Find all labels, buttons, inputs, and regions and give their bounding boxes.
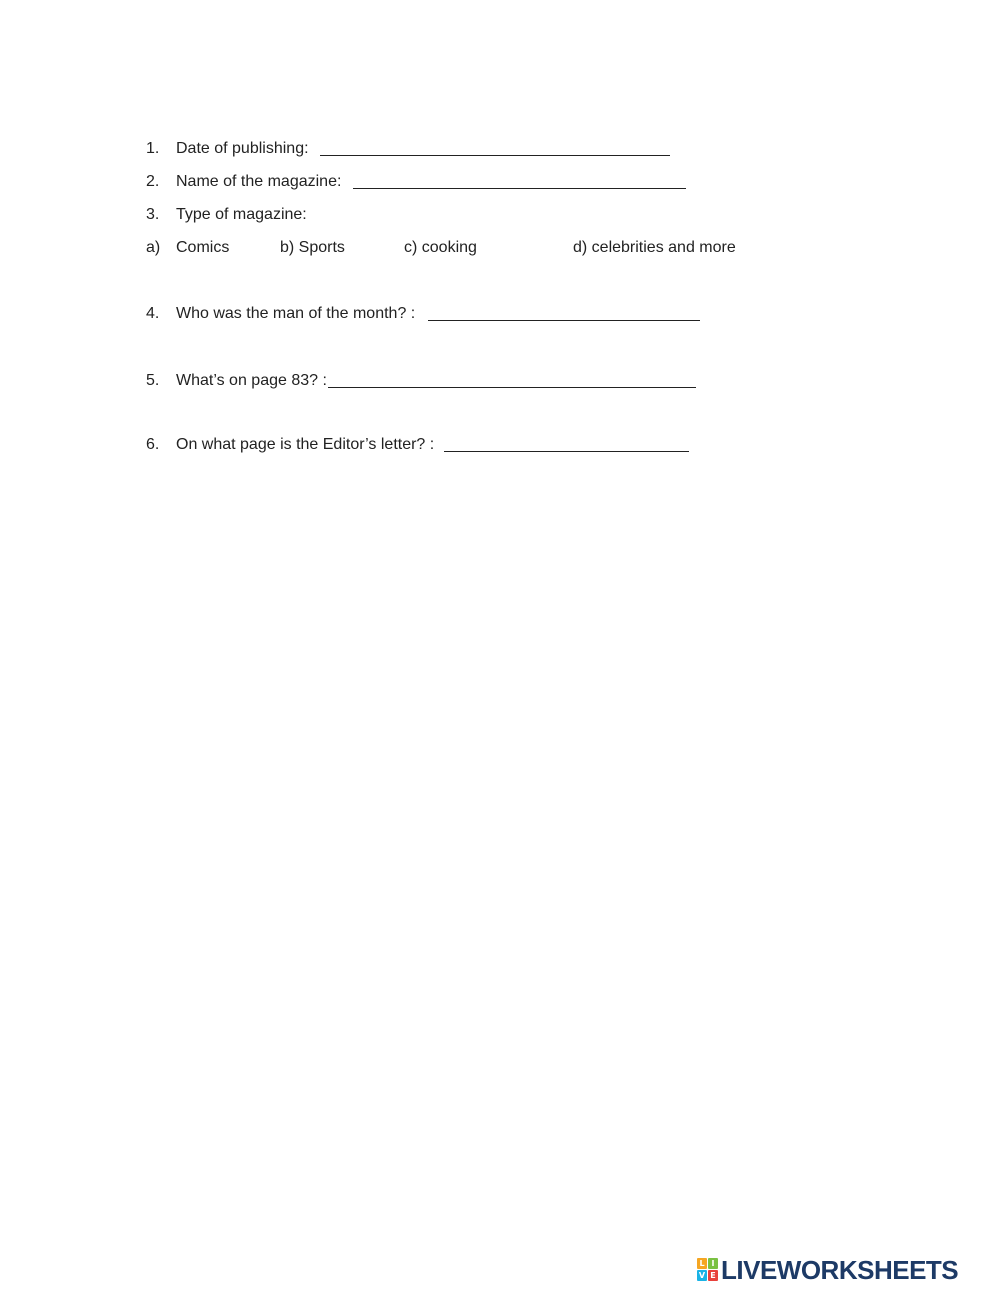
option-label: a) <box>146 239 161 256</box>
logo-block-i: I <box>708 1258 718 1269</box>
answer-line-page-83[interactable] <box>328 387 696 388</box>
question-number: 6. <box>146 436 160 453</box>
question-number: 1. <box>146 140 160 157</box>
question-text: Who was the man of the month? : <box>176 305 416 322</box>
option-cooking[interactable]: c) cooking <box>404 239 477 256</box>
question-number: 4. <box>146 305 160 322</box>
logo-text: LIVEWORKSHEETS <box>721 1255 959 1285</box>
question-number: 3. <box>146 206 160 223</box>
logo-block-v: V <box>698 1271 706 1280</box>
option-sports[interactable]: b) Sports <box>280 239 345 256</box>
question-number: 2. <box>146 173 160 190</box>
logo-blocks-icon <box>697 1258 719 1282</box>
question-text: Name of the magazine: <box>176 173 342 190</box>
question-number: 5. <box>146 372 160 389</box>
question-text: Date of publishing: <box>176 140 309 157</box>
question-text: What’s on page 83? : <box>176 372 327 389</box>
option-celebrities[interactable]: d) celebrities and more <box>573 239 736 256</box>
answer-line-editors-letter[interactable] <box>444 451 689 452</box>
answer-line-magazine-name[interactable] <box>353 188 686 189</box>
answer-line-date[interactable] <box>320 155 670 156</box>
option-comics[interactable]: Comics <box>176 239 230 256</box>
logo-block-l: L <box>697 1258 707 1269</box>
logo-block-e: E <box>708 1270 718 1281</box>
answer-line-man-of-month[interactable] <box>428 320 700 321</box>
liveworksheets-logo <box>697 1257 958 1283</box>
question-text: On what page is the Editor’s letter? : <box>176 436 435 453</box>
question-text: Type of magazine: <box>176 206 307 223</box>
